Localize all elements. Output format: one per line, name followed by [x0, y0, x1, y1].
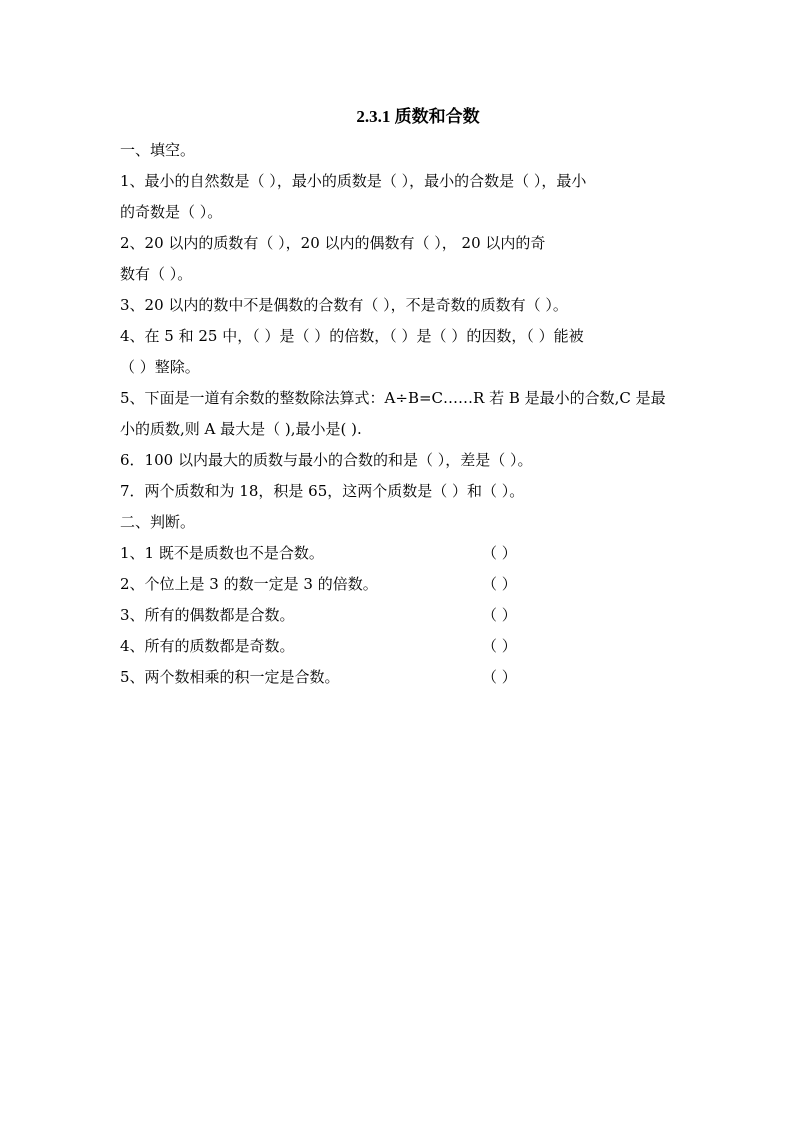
worksheet-page — [120, 104, 676, 693]
judge-item-text: 2、个位上是 3 的数一定是 3 的倍数。 — [120, 575, 378, 593]
question-2-line-1: 2、20 以内的质数有（ ），20 以内的偶数有（ ）， 20 以内的奇 — [120, 234, 546, 252]
question-1-line-2: 的奇数是（ ）。 — [120, 203, 223, 221]
question-5-line-1: 5、下面是一道有余数的整数除法算式：A÷B=C……R 若 B 是最小的合数,C 是最 — [120, 389, 666, 407]
judge-item-5 — [120, 662, 676, 693]
question-4-line-1: 4、在 5 和 25 中，（ ）是（ ）的倍数，（ ）是（ ）的因数，（ ）能被 — [120, 327, 584, 345]
section-heading-judge: 二、判断。 — [120, 513, 196, 531]
judge-item-4 — [120, 631, 676, 662]
judge-item-text: 4、所有的质数都是奇数。 — [120, 637, 295, 655]
question-2-line-2: 数有（ ）。 — [120, 265, 193, 283]
question-1-line-1: 1、最小的自然数是（ ），最小的质数是（ ），最小的合数是（ ），最小 — [120, 172, 587, 190]
judge-answer-blank: （ ） — [482, 606, 517, 624]
section-heading-fill-in: 一、填空。 — [120, 141, 196, 159]
question-6: 6．100 以内最大的质数与最小的合数的和是（ ），差是（ ）。 — [120, 451, 533, 469]
judge-item-2 — [120, 569, 676, 600]
page-title: 2.3.1 质数和合数 — [356, 107, 480, 126]
judge-item-1 — [120, 538, 676, 569]
judge-item-text: 5、两个数相乘的积一定是合数。 — [120, 668, 340, 686]
judge-item-3 — [120, 600, 676, 631]
judge-item-text: 1、1 既不是质数也不是合数。 — [120, 544, 324, 562]
judge-answer-blank: （ ） — [482, 637, 517, 655]
judge-answer-blank: （ ） — [482, 668, 517, 686]
question-7: 7．两个质数和为 18，积是 65，这两个质数是（ ）和（ ）。 — [120, 482, 525, 500]
judge-answer-blank: （ ） — [482, 575, 517, 593]
judge-answer-blank: （ ） — [482, 544, 517, 562]
question-5-line-2: 小的质数,则 A 最大是（ ),最小是( ). — [120, 420, 362, 438]
judge-item-text: 3、所有的偶数都是合数。 — [120, 606, 295, 624]
question-3: 3、20 以内的数中不是偶数的合数有（ ），不是奇数的质数有（ ）。 — [120, 296, 568, 314]
question-4-line-2: （ ）整除。 — [120, 358, 200, 376]
